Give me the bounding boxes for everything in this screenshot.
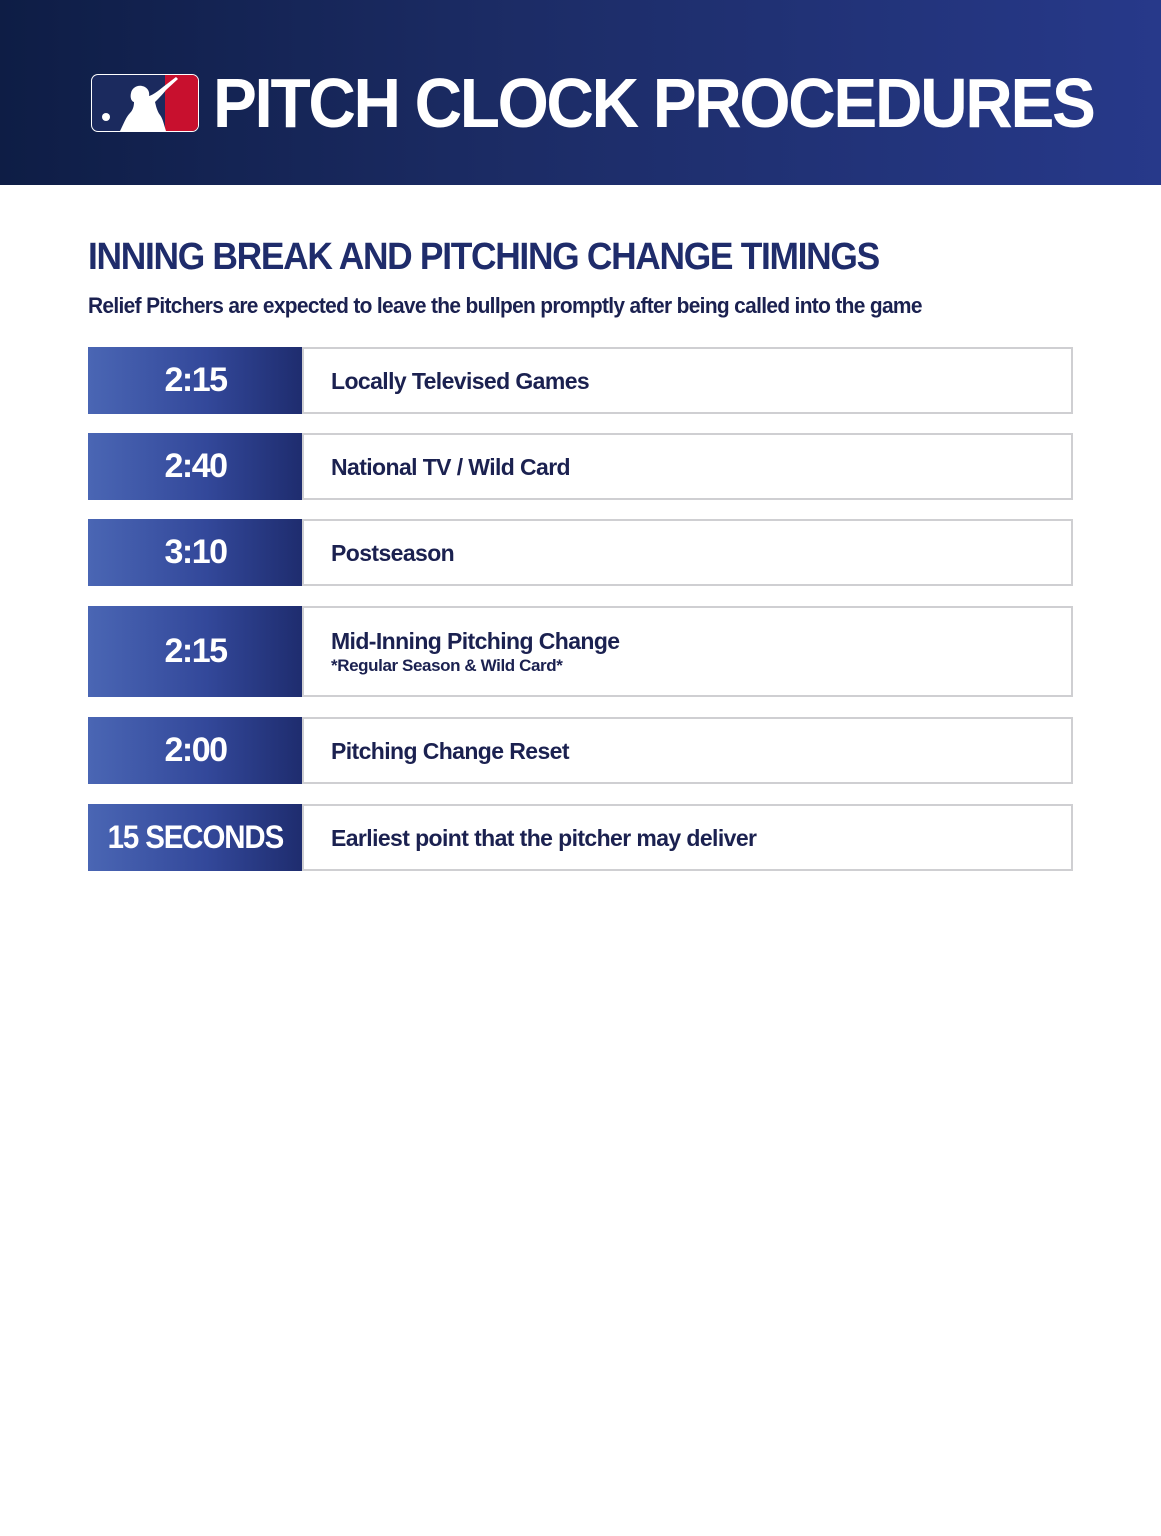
timing-value-cell	[88, 606, 303, 697]
timing-row	[88, 519, 1073, 586]
timing-label: Locally Televised Games	[331, 367, 590, 394]
timing-label: Earliest point that the pitcher may deliver	[331, 824, 757, 851]
timing-description-cell	[302, 347, 1073, 414]
timing-description-cell	[302, 717, 1073, 784]
timing-value: 2:15	[164, 632, 227, 670]
timing-row	[88, 804, 1073, 871]
timing-description-cell	[302, 519, 1073, 586]
page-header	[0, 0, 1161, 185]
timing-description-cell	[302, 606, 1073, 697]
timing-value: 15 SECONDS	[107, 819, 284, 855]
timing-label: National TV / Wild Card	[331, 453, 571, 480]
page-title: PITCH CLOCK PROCEDURES	[213, 64, 1094, 142]
mlb-logo-icon	[90, 73, 200, 133]
timing-row	[88, 717, 1073, 784]
timing-description-cell	[302, 804, 1073, 871]
timing-row	[88, 433, 1073, 500]
timing-value-cell	[88, 519, 303, 586]
timing-value: 3:10	[164, 533, 227, 571]
timing-label: Postseason	[331, 539, 455, 566]
timing-value-cell	[88, 347, 303, 414]
timing-value: 2:00	[164, 731, 227, 769]
timing-value: 2:15	[164, 361, 227, 399]
timing-row	[88, 606, 1073, 697]
timing-label: Pitching Change Reset	[331, 737, 569, 764]
timing-value-cell	[88, 717, 303, 784]
timing-note: *Regular Season & Wild Card*	[331, 655, 563, 675]
timing-description-cell	[302, 433, 1073, 500]
timing-row	[88, 347, 1073, 414]
section-title: INNING BREAK AND PITCHING CHANGE TIMINGS	[88, 236, 879, 278]
timing-value-cell	[88, 804, 303, 871]
timing-label: Mid-Inning Pitching Change	[331, 627, 620, 654]
timing-value: 2:40	[164, 447, 227, 485]
timing-value-cell	[88, 433, 303, 500]
section-subtitle: Relief Pitchers are expected to leave the bullpen promptly after being called into the game	[88, 293, 922, 318]
